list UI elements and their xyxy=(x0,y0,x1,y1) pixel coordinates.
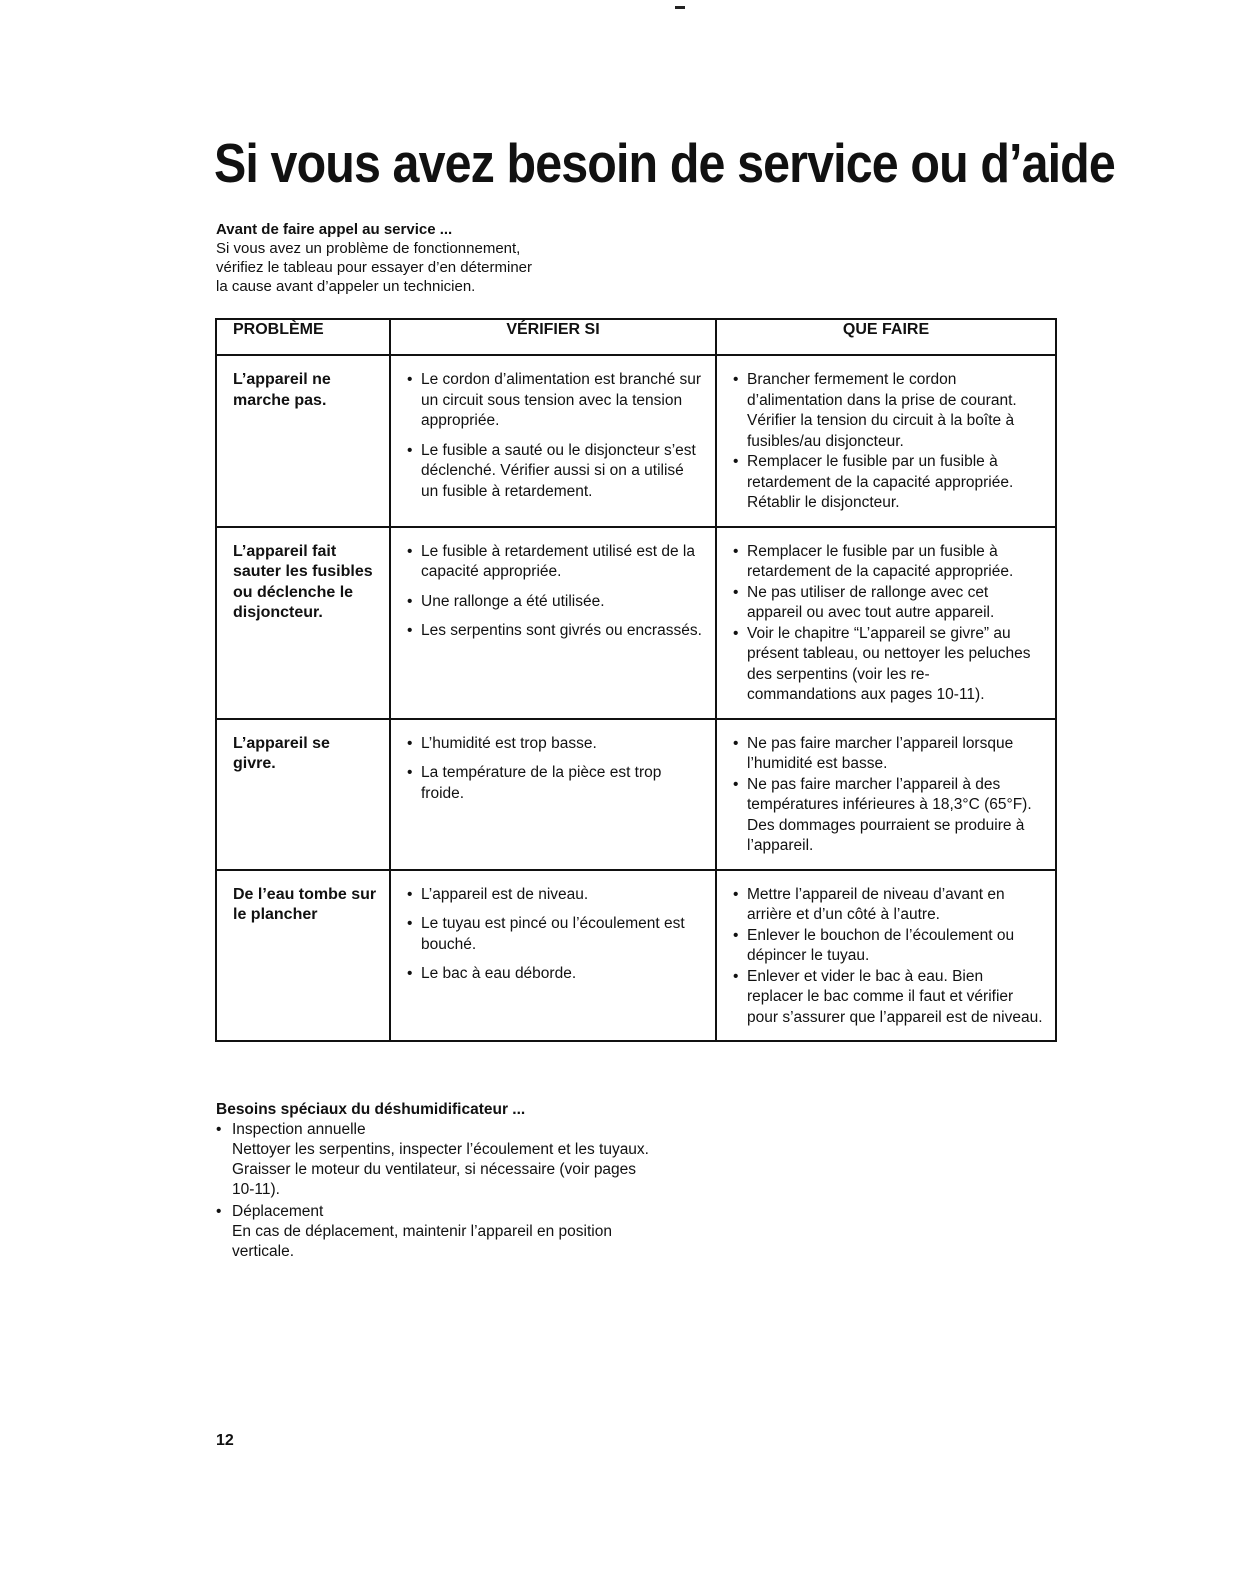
fix-item: • Enlever le bouchon de l’écoulement ou dépincer le tuyau. xyxy=(731,926,1043,967)
check-item: • Le fusible à retardement utilisé est de la capacité appropriée. xyxy=(405,542,703,583)
fixes-cell xyxy=(716,355,1056,527)
fix-item: • Voir le chapitre “L’appareil se givre” au présent tableau, ou nettoyer les peluches des serpentins (voir les re- commandations aux pages 10-11). xyxy=(731,624,1043,706)
troubleshooting-table xyxy=(215,318,1057,1042)
problem-cell: L’appareil ne marche pas. xyxy=(216,355,390,527)
intro-lead: Avant de faire appel au service ... xyxy=(216,221,453,238)
check-item: • L’appareil est de niveau. xyxy=(405,885,703,906)
fixes-cell xyxy=(716,527,1056,719)
fix-item: • Brancher fermement le cordon d’alimentation dans la prise de courant. Vérifier la tension du circuit à la boîte à fusibles/au disjoncteur. xyxy=(731,370,1043,452)
special-needs-item xyxy=(216,1202,656,1262)
check-item: • Le fusible a sauté ou le disjoncteur s’est déclenché. Vérifier aussi si on a utilisé un fusible à retardement. xyxy=(405,441,703,503)
page-title: Si vous avez besoin de service ou d’aide xyxy=(214,132,1115,194)
fix-item: • Remplacer le fusible par un fusible à retardement de la capacité appropriée. xyxy=(731,542,1043,583)
fix-item: • Ne pas faire marcher l’appareil lorsque l’humidité est basse. xyxy=(731,734,1043,775)
check-item: • Le tuyau est pincé ou l’écoulement est bouché. xyxy=(405,914,703,955)
special-needs-heading: Besoins spéciaux du déshumidificateur ... xyxy=(216,1101,526,1118)
check-item: • Les serpentins sont givrés ou encrassés. xyxy=(405,621,703,642)
check-item: • L’humidité est trop basse. xyxy=(405,734,703,755)
intro-section xyxy=(216,220,736,296)
intro-line: la cause avant d’appeler un technicien. xyxy=(216,278,476,295)
intro-line: vérifiez le tableau pour essayer d’en déterminer xyxy=(216,259,533,276)
intro-line: Si vous avez un problème de fonctionnement, xyxy=(216,240,521,257)
fixes-cell xyxy=(716,719,1056,870)
checks-cell xyxy=(390,355,716,527)
problem-cell: L’appareil se givre. xyxy=(216,719,390,870)
column-header-verifier: VÉRIFIER SI xyxy=(390,319,716,355)
checks-cell xyxy=(390,719,716,870)
fixes-cell xyxy=(716,870,1056,1042)
table-row xyxy=(216,719,1056,870)
checks-cell xyxy=(390,870,716,1042)
column-header-que-faire: QUE FAIRE xyxy=(716,319,1056,355)
page-number: 12 xyxy=(216,1432,234,1449)
table-header-row xyxy=(216,319,1056,355)
problem-cell: L’appareil fait sauter les fusibles ou déclenche le disjoncteur. xyxy=(216,527,390,719)
fix-item: • Enlever et vider le bac à eau. Bien replacer le bac comme il faut et vérifier pour s’assurer que l’appareil est de niveau. xyxy=(731,967,1043,1029)
check-item: • La température de la pièce est trop froide. xyxy=(405,763,703,804)
check-item: • Le cordon d’alimentation est branché sur un circuit sous tension avec la tension appropriée. xyxy=(405,370,703,432)
fix-item: • Mettre l’appareil de niveau d’avant en arrière et d’un côté à l’autre. xyxy=(731,885,1043,926)
fix-item: • Remplacer le fusible par un fusible à retardement de la capacité appropriée. Rétablir le disjoncteur. xyxy=(731,452,1043,514)
check-item: • Le bac à eau déborde. xyxy=(405,964,703,985)
special-item-title: • Inspection annuelle xyxy=(232,1121,366,1138)
special-needs-section xyxy=(216,1100,656,1264)
table-row xyxy=(216,355,1056,527)
column-header-probleme: PROBLÈME xyxy=(216,319,390,355)
table-row xyxy=(216,870,1056,1042)
special-item-title: • Déplacement xyxy=(232,1203,324,1220)
special-item-text: Nettoyer les serpentins, inspecter l’écoulement et les tuyaux. Graisser le moteur du ventilateur, si nécessaire (voir pages 10-11). xyxy=(232,1141,649,1198)
special-needs-item xyxy=(216,1120,656,1200)
checks-cell xyxy=(390,527,716,719)
problem-cell: De l’eau tombe sur le plancher xyxy=(216,870,390,1042)
scan-mark xyxy=(675,6,685,9)
fix-item: • Ne pas faire marcher l’appareil à des températures inférieures à 18,3°C (65°F). Des dommages pourraient se produire à l’appareil. xyxy=(731,775,1043,857)
table-row xyxy=(216,527,1056,719)
special-item-text: En cas de déplacement, maintenir l’appareil en position verticale. xyxy=(232,1223,612,1260)
check-item: • Une rallonge a été utilisée. xyxy=(405,592,703,613)
fix-item: • Ne pas utiliser de rallonge avec cet appareil ou avec tout autre appareil. xyxy=(731,583,1043,624)
